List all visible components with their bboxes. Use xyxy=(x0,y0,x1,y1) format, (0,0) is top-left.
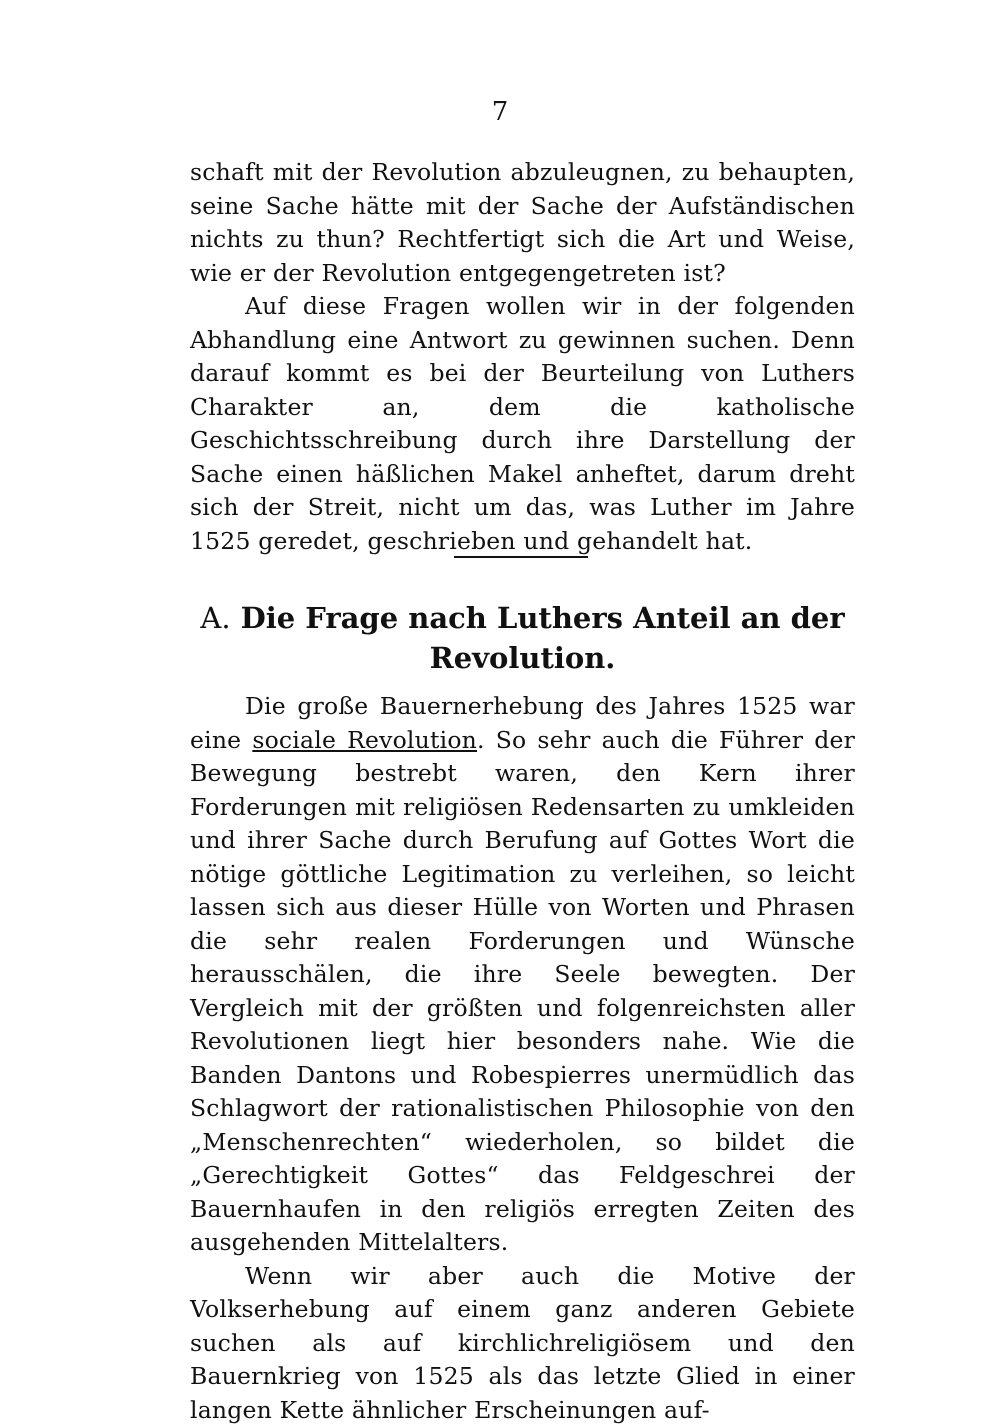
section-heading xyxy=(190,598,855,678)
intro-text xyxy=(190,156,855,558)
intro-paragraph: Auf diese Fragen wollen wir in der folgenden Abhandlung eine Antwort zu gewinnen suchen. Denn darauf kommt es bei der Beurteilung von Luthers Charakter an, dem die katholische Geschichtsschreibung durch ihre Darstellung der Sache einen häßlichen Makel anheftet, darum dreht sich der Streit, nicht um das, was Luther im Jahre 1525 geredet, geschrieben und gehandelt hat. xyxy=(190,290,855,558)
section-body xyxy=(190,690,855,1427)
section-separator xyxy=(454,556,588,558)
section-marker: A. xyxy=(200,601,230,635)
intro-paragraph: schaft mit der Revolution abzuleugnen, zu behaupten, seine Sache hätte mit der Sache der Aufständischen nichts zu thun? Rechtfertigt sich die Art und Weise, wie er der Revolution entgegengetreten ist? xyxy=(190,156,855,290)
section-title: Die Frage nach Luthers Anteil an der Revolution. xyxy=(241,601,845,675)
body-paragraph: Wenn wir aber auch die Motive der Volkserhebung auf einem ganz anderen Gebiete suchen als auf kirchlichreligiösem und den Bauernkrieg von 1525 als das letzte Glied in einer langen Kette ähnlicher Erscheinungen auf- xyxy=(190,1260,855,1427)
page-number: 7 xyxy=(0,96,1000,128)
body-text: . So sehr auch die Führer der Bewegung bestrebt waren, den Kern ihrer Forderungen mit religiösen Redensarten zu umkleiden und ihrer Sache durch Berufung auf Gottes Wort die nötige göttliche Legitimation zu verleihen, so leicht lassen sich aus dieser Hülle von Worten und Phrasen die sehr realen Forderungen und Wünsche herausschälen, die ihre Seele bewegten. Der Vergleich mit der größten und folgenreichsten aller Revolutionen liegt hier besonders nahe. Wie die Banden Dantons und Robespierres unermüdlich das Schlagwort der rationalistischen Philosophie von den „Menschenrechten“ wiederholen, so bildet die „Gerechtigkeit Gottes“ das Feldgeschrei der Bauernhaufen in den religiös erregten Zeiten des ausgehenden Mittelalters. xyxy=(190,726,855,1257)
underlined-phrase: sociale Revolution xyxy=(252,726,477,754)
body-paragraph xyxy=(190,690,855,1260)
body-text: Die große Bauernerhebung des Jahres 1525 war eine xyxy=(190,692,855,754)
